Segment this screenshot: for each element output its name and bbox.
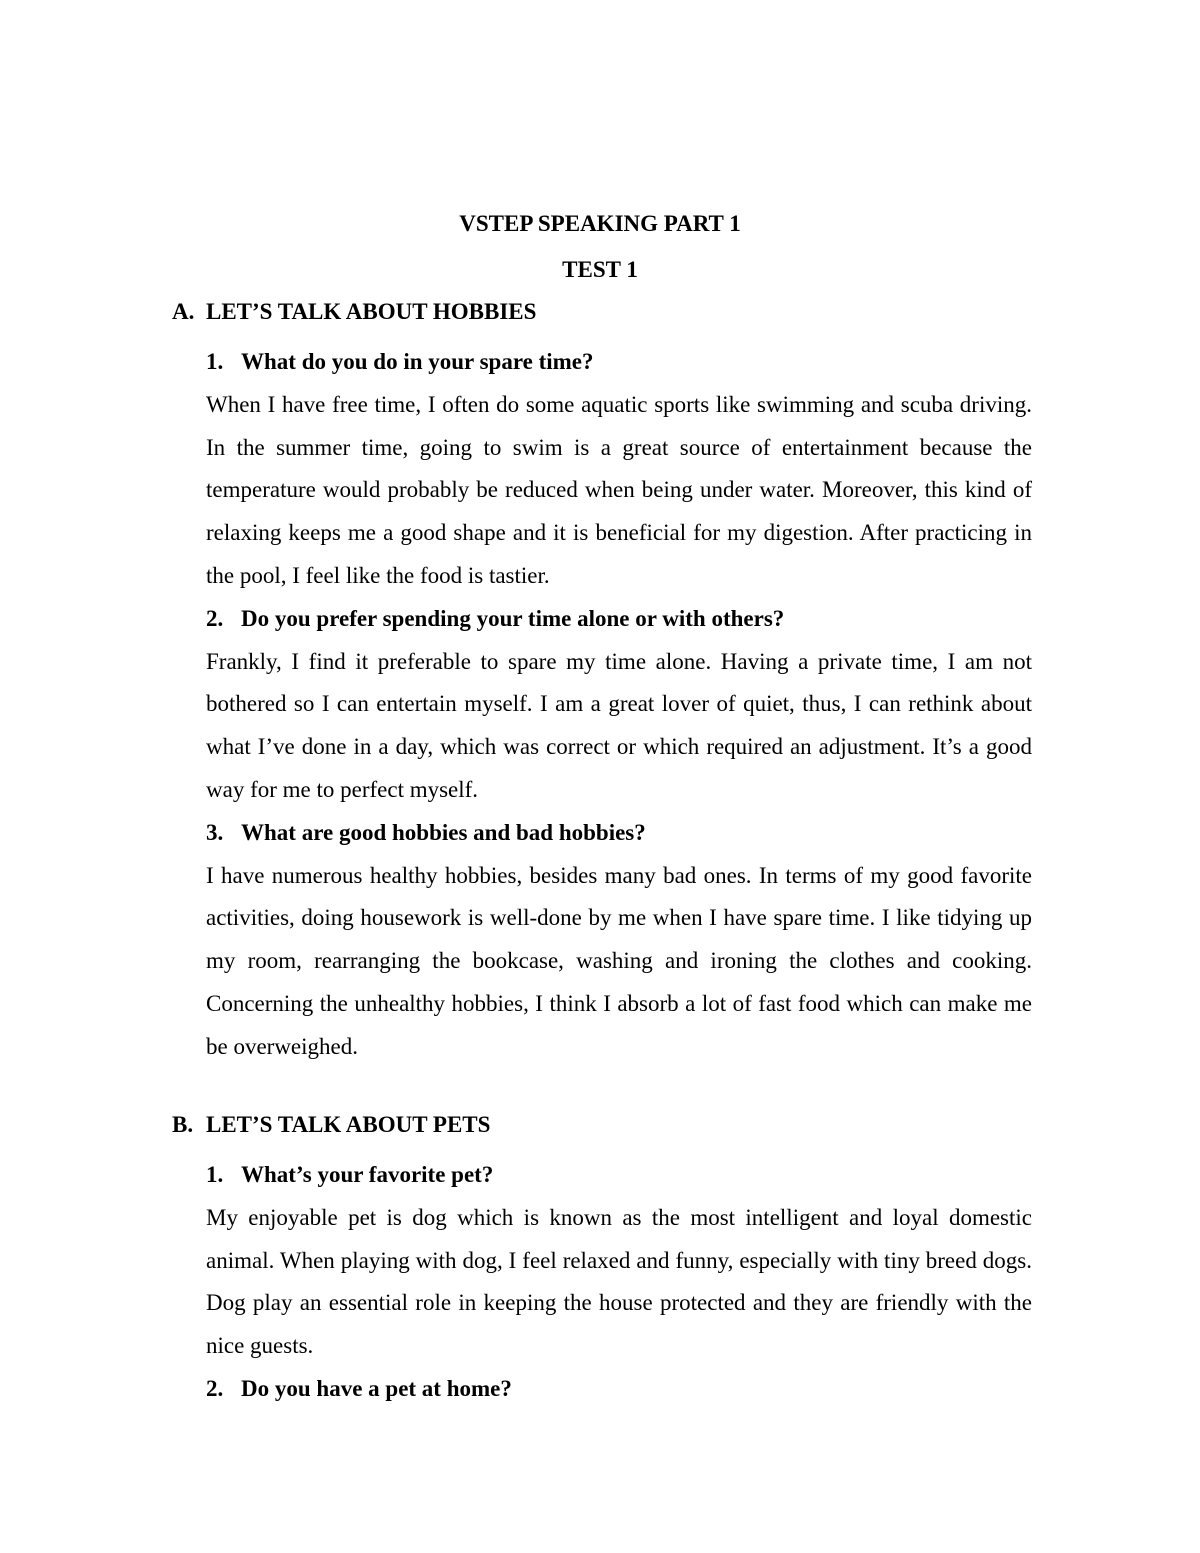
section-letter: A. (172, 299, 195, 324)
question-text: What’s your favorite pet? (241, 1162, 494, 1187)
answer-paragraph: Frankly, I find it preferable to spare my time alone. Having a private time, I am not bothered so I can entertain myself. I am a great lover of quiet, thus, I can rethink about what I’ve done in a day, which was correct or which required an adjustment. It’s a good way for me to perfect myself. (206, 648, 1032, 802)
question-item (206, 812, 1032, 855)
section-heading-hobbies (172, 298, 536, 326)
answer-paragraph: When I have free time, I often do some aquatic sports like swimming and scuba driving. In the summer time, going to swim is a great source of entertainment because the temperature would probably be reduced when being under water. Moreover, this kind of relaxing keeps me a good shape and it is beneficial for my digestion. After practicing in the pool, I feel like the food is tastier. (206, 391, 1032, 588)
answer-paragraph: My enjoyable pet is dog which is known as the most intelligent and loyal domestic animal. When playing with dog, I feel relaxed and funny, especially with tiny breed dogs. Dog play an essential role in keeping the house protected and they are friendly with the nice guests. (206, 1204, 1032, 1359)
question-text: What are good hobbies and bad hobbies? (241, 819, 646, 845)
question-item (206, 598, 1032, 641)
question-number: 1. (206, 1162, 224, 1187)
document-title: VSTEP SPEAKING PART 1 (459, 211, 741, 236)
question-number: 2. (206, 1375, 224, 1401)
section-letter: B. (172, 1112, 194, 1137)
document-subtitle: TEST 1 (562, 257, 638, 282)
section-heading-pets (172, 1111, 490, 1139)
answer-paragraph: I have numerous healthy hobbies, besides many bad ones. In terms of my good favorite activities, doing housework is well-done by me when I have spare time. I like tidying up my room, rearranging the bookcase, washing and ironing the clothes and cooking. Concerning the unhealthy hobbies, I think I absorb a lot of fast food which can make me be overweighed. (206, 862, 1032, 1059)
section-content-hobbies (206, 341, 1032, 1069)
section-content-pets (206, 1154, 1032, 1411)
question-item (206, 1368, 1032, 1411)
question-text: What do you do in your spare time? (241, 349, 594, 374)
question-item (206, 341, 1032, 384)
question-number: 1. (206, 349, 224, 374)
section-title: LET’S TALK ABOUT PETS (206, 1112, 491, 1137)
question-number: 2. (206, 605, 224, 631)
question-number: 3. (206, 819, 224, 845)
question-text: Do you prefer spending your time alone or with others? (241, 605, 785, 631)
question-item (206, 1154, 1032, 1197)
section-title: LET’S TALK ABOUT HOBBIES (206, 299, 537, 324)
question-text: Do you have a pet at home? (241, 1375, 512, 1401)
